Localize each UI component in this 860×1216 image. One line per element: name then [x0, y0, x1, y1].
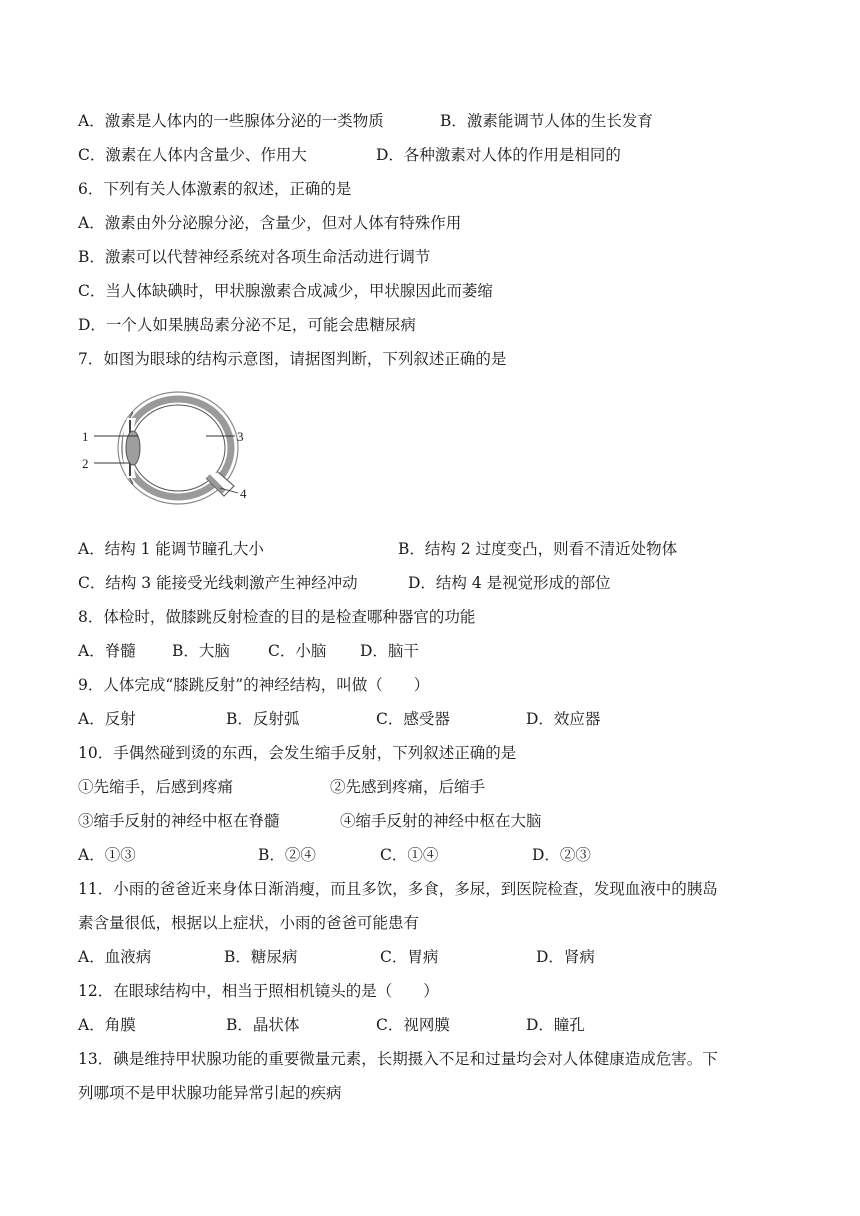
q7-stem: 7．如图为眼球的结构示意图，请据图判断，下列叙述正确的是	[78, 350, 507, 368]
q5-option-a: A．激素是人体内的一些腺体分泌的一类物质	[78, 112, 384, 130]
q10-option-c: C．①④	[380, 846, 439, 864]
q8-option-d: D．脑干	[360, 642, 419, 660]
q7-option-a: A．结构 1 能调节瞳孔大小	[78, 540, 264, 558]
q10-option-d: D．②③	[532, 846, 591, 864]
q8-option-b: B．大脑	[172, 642, 230, 660]
q12-stem: 12．在眼球结构中，相当于照相机镜头的是（ ）	[78, 982, 439, 1000]
q8-options	[78, 641, 419, 661]
q13-stem-line-1: 13．碘是维持甲状腺功能的重要微量元素，长期摄入不足和过量均会对人体健康造成危害。下	[78, 1050, 718, 1068]
q10-option-b: B．②④	[258, 846, 316, 864]
q10-statement-line-1	[78, 777, 486, 797]
q11-option-a: A．血液病	[78, 948, 152, 966]
q10-statement-2: ②先感到疼痛，后缩手	[330, 778, 486, 796]
q8-option-c: C．小脑	[268, 642, 327, 660]
q6-option-d: D．一个人如果胰岛素分泌不足，可能会患糖尿病	[78, 316, 416, 334]
q10-statement-3: ③缩手反射的神经中枢在脊髓	[78, 812, 280, 830]
q7-option-c: C．结构 3 能接受光线刺激产生神经冲动	[78, 574, 358, 592]
q10-statement-4: ④缩手反射的神经中枢在大脑	[340, 812, 542, 830]
q12-option-b: B．晶状体	[226, 1016, 300, 1034]
label-2: 2	[82, 456, 89, 471]
q5-option-d: D．各种激素对人体的作用是相同的	[376, 146, 621, 164]
q9-stem: 9．人体完成“膝跳反射”的神经结构，叫做（ ）	[78, 676, 430, 694]
q12-option-c: C．视网膜	[376, 1016, 450, 1034]
q7-option-line-ab	[78, 539, 678, 559]
q5-option-c: C．激素在人体内含量少、作用大	[78, 146, 307, 164]
q6-option-a: A．激素由外分泌腺分泌，含量少，但对人体有特殊作用	[78, 214, 462, 232]
q8-stem: 8．体检时，做膝跳反射检查的目的是检查哪种器官的功能	[78, 608, 476, 626]
q9-option-a: A．反射	[78, 710, 136, 728]
q9-option-c: C．感受器	[376, 710, 450, 728]
q10-options	[78, 845, 591, 865]
q11-option-c: C．胃病	[380, 948, 439, 966]
q11-stem-line-2: 素含量很低，根据以上症状，小雨的爸爸可能患有	[78, 914, 420, 932]
label-4: 4	[240, 486, 247, 501]
q6-option-c: C．当人体缺碘时，甲状腺激素合成减少，甲状腺因此而萎缩	[78, 282, 493, 300]
q5-option-line-cd	[78, 145, 621, 165]
q7-option-d: D．结构 4 是视觉形成的部位	[408, 574, 611, 592]
q7-option-b: B．结构 2 过度变凸，则看不清近处物体	[398, 540, 678, 558]
q12-option-d: D．瞳孔	[526, 1016, 585, 1034]
label-1: 1	[82, 429, 89, 444]
q9-option-b: B．反射弧	[226, 710, 300, 728]
q12-options	[78, 1015, 585, 1035]
q10-stem: 10．手偶然碰到烫的东西，会发生缩手反射，下列叙述正确的是	[78, 744, 517, 762]
eyeball-diagram	[78, 388, 258, 510]
q8-option-a: A．脊髓	[78, 642, 136, 660]
q11-option-b: B．糖尿病	[224, 948, 298, 966]
q7-option-line-cd	[78, 573, 611, 593]
q11-options	[78, 947, 595, 967]
q10-statement-1: ①先缩手，后感到疼痛	[78, 778, 234, 796]
q5-option-b: B．激素能调节人体的生长发育	[440, 112, 653, 130]
q6-stem: 6．下列有关人体激素的叙述，正确的是	[78, 180, 352, 198]
q12-option-a: A．角膜	[78, 1016, 136, 1034]
q9-option-d: D．效应器	[526, 710, 601, 728]
q11-stem-line-1: 11．小雨的爸爸近来身体日渐消瘦，而且多饮，多食，多尿，到医院检查，发现血液中的胰岛	[78, 880, 718, 898]
q10-statement-line-2	[78, 811, 542, 831]
q13-stem-line-2: 列哪项不是甲状腺功能异常引起的疾病	[78, 1084, 342, 1102]
q5-option-line-ab	[78, 111, 653, 131]
q10-option-a: A．①③	[78, 846, 136, 864]
q11-option-d: D．肾病	[536, 948, 595, 966]
label-3: 3	[237, 429, 244, 444]
q9-options	[78, 709, 601, 729]
q6-option-b: B．激素可以代替神经系统对各项生命活动进行调节	[78, 248, 431, 266]
